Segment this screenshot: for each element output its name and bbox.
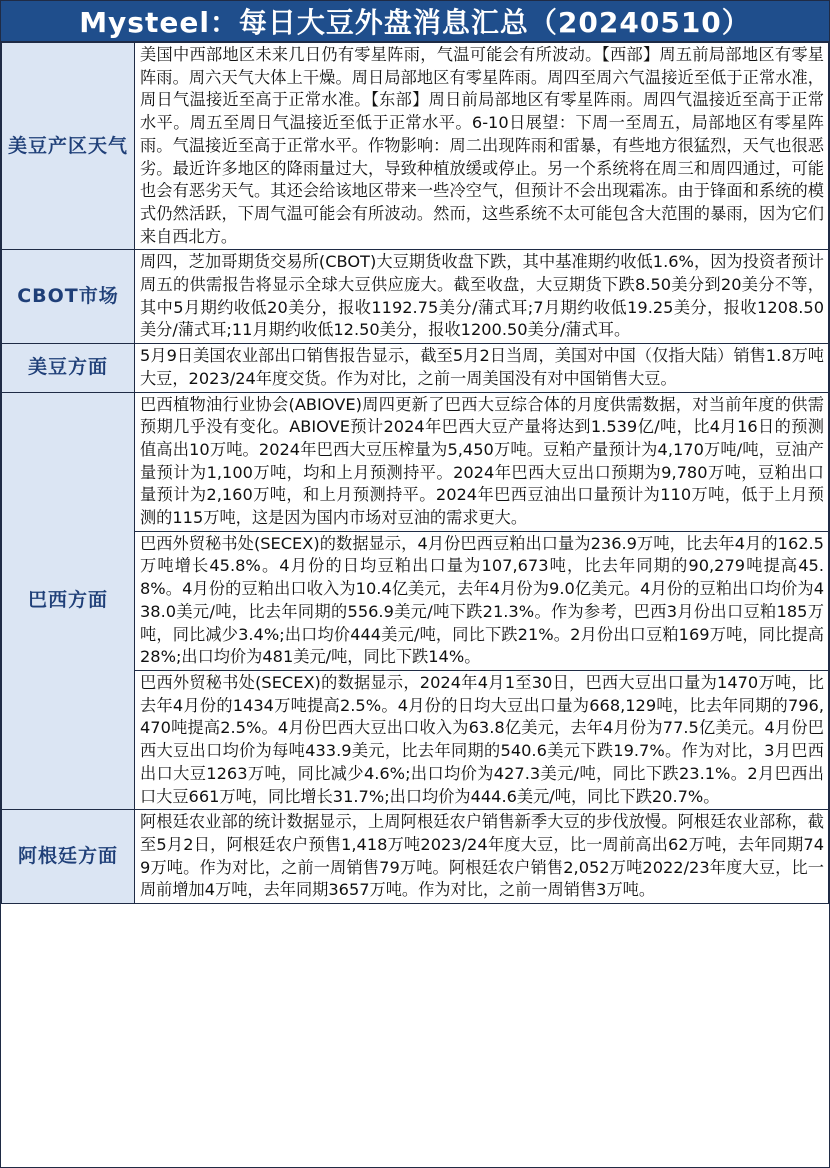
table-row-argentina <box>2 810 829 904</box>
table-row-cbot <box>2 250 829 344</box>
section-text-brazil-abiove: 巴西植物油行业协会(ABIOVE)周四更新了巴西大豆综合体的月度供需数据，对当前年度的供需预期几乎没有变化。ABIOVE预计2024年巴西大豆产量将达到1.539亿/吨，比4月16日的预测值高出10万吨。2024年巴西大豆压榨量为5,450万吨。豆粕产量预计为4,170万吨/吨，豆油产量预计为1,100万吨，均和上月预测持平。2024年巴西大豆出口预期为9,780万吨，豆粕出口量预计为2,160万吨，和上月预测持平。2024年巴西豆油出口量预计为110万吨，低于上月预测的115万吨，这是因为国内市场对豆油的需求更大。 <box>135 392 829 531</box>
section-text-us-soybean: 5月9日美国农业部出口销售报告显示，截至5月2日当周，美国对中国（仅指大陆）销售1.8万吨大豆，2023/24年度交货。作为对比，之前一周美国没有对中国销售大豆。 <box>135 344 829 392</box>
section-text-brazil-meal-exports: 巴西外贸秘书处(SECEX)的数据显示，4月份巴西豆粕出口量为236.9万吨，比去年4月的162.5万吨增长45.8%。4月份的日均豆粕出口量为107,673吨，比去年同期的90,279吨提高45.8%。4月份的豆粕出口收入为10.4亿美元，去年4月份为9.0亿美元。4月份的豆粕出口均价为438.0美元/吨，比去年同期的556.9美元/吨下跌21.3%。作为参考，巴西3月份出口豆粕185万吨，同比减少3.4%;出口均价444美元/吨，同比下跌21%。2月份出口豆粕169万吨，同比提高28%;出口均价为481美元/吨，同比下跌14%。 <box>135 531 829 670</box>
table-row-us-soybean <box>2 344 829 392</box>
section-label-argentina: 阿根廷方面 <box>2 810 135 904</box>
section-text-cbot: 周四，芝加哥期货交易所(CBOT)大豆期货收盘下跌，其中基准期约收低1.6%，因为投资者预计周五的供需报告将显示全球大豆供应庞大。截至收盘，大豆期货下跌8.50美分到20美分不等，其中5月期约收低20美分，报收1192.75美分/蒲式耳;7月期约收低19.25美分，报收1208.50美分/蒲式耳;11月期约收低12.50美分，报收1200.50美分/蒲式耳。 <box>135 250 829 344</box>
section-text-weather: 美国中西部地区未来几日仍有零星阵雨，气温可能会有所波动。【西部】周五前局部地区有零星阵雨。周六天气大体上干燥。周日局部地区有零星阵雨。周四至周六气温接近至低于正常水准，周日气温接近至高于正常水准。【东部】周日前局部地区有零星阵雨。周四气温接近至高于正常水平。周五至周日气温接近至低于正常水平。6-10日展望：下周一至周五，局部地区有零星阵雨。气温接近至高于正常水平。作物影响：周二出现阵雨和雷暴，有些地方很猛烈，天气也很恶劣。最近许多地区的降雨量过大，导致种植放缓或停止。另一个系统将在周三和周四通过，可能也会有恶劣天气。其还会给该地区带来一些冷空气，但预计不会出现霜冻。由于锋面和系统的模式仍然活跃，下周气温可能会有所波动。然而，这些系统不太可能包含大范围的暴雨，因为它们来自西北方。 <box>135 43 829 250</box>
section-label-cbot: CBOT市场 <box>2 250 135 344</box>
section-label-us-soybean: 美豆方面 <box>2 344 135 392</box>
table-row-brazil-1 <box>2 392 829 531</box>
section-label-weather: 美豆产区天气 <box>2 43 135 250</box>
table-row-weather <box>2 43 829 250</box>
report-title: Mysteel：每日大豆外盘消息汇总（20240510） <box>1 1 829 42</box>
section-text-argentina: 阿根廷农业部的统计数据显示，上周阿根廷农户销售新季大豆的步伐放慢。阿根廷农业部称，截至5月2日，阿根廷农户预售1,418万吨2023/24年度大豆，比一周前高出62万吨，去年同期749万吨。作为对比，之前一周销售79万吨。阿根廷农户销售2,052万吨2022/23年度大豆，比一周前增加4万吨，去年同期3657万吨。作为对比，之前一周销售3万吨。 <box>135 810 829 904</box>
section-label-brazil: 巴西方面 <box>2 392 135 810</box>
report-table <box>1 42 829 904</box>
section-text-brazil-soybean-exports: 巴西外贸秘书处(SECEX)的数据显示，2024年4月1至30日，巴西大豆出口量为1470万吨，比去年4月份的1434万吨提高2.5%。4月份的日均大豆出口量为668,129吨，比去年同期的796,470吨提高2.5%。4月份巴西大豆出口收入为63.8亿美元，去年4月份为77.5亿美元。4月份巴西大豆出口均价为每吨433.9美元，比去年同期的540.6美元下跌19.7%。作为对比，3月巴西出口大豆1263万吨，同比减少4.6%;出口均价为427.3美元/吨，同比下跌23.1%。2月巴西出口大豆661万吨，同比增长31.7%;出口均价为444.6美元/吨，同比下跌20.7%。 <box>135 670 829 809</box>
